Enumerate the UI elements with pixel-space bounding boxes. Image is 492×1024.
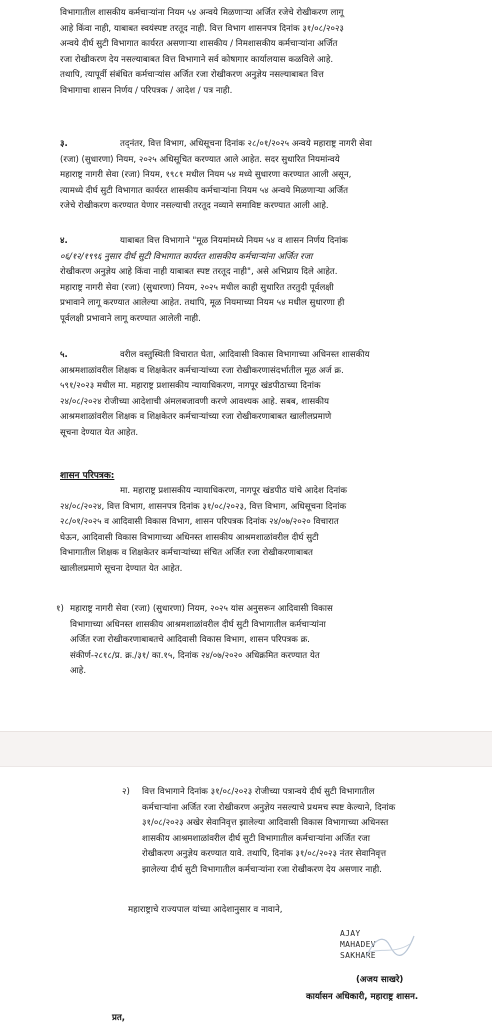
paragraph-2-continuation <box>60 6 472 100</box>
text-line: झालेल्या दीर्घ सुटी विभागातील कर्मचाऱ्यांना रजा रोखीकरण देय असणार नाही. <box>142 864 382 875</box>
text-line: रजा रोखीकरण देय नसल्याबाबत वित्त विभागाने सर्व कोषागार कार्यालयास कळविले आहे. <box>60 54 334 65</box>
text-line: शासकीय आश्रमशाळांवरील दीर्घ सुटी विभागातील कर्मचाऱ्यांना अर्जित रजा <box>142 833 370 844</box>
text-line: विभागातील शिक्षक व शिक्षकेतर कर्मचाऱ्यांच्या संचित अर्जित रजा रोखीकरणाबाबत <box>60 548 313 559</box>
text-line: महाराष्ट्र नागरी सेवा (रजा) (सुधारणा) नियम, २०२५ मधील काही सुधारित तरतुदी पूर्वलक्षी <box>60 282 334 293</box>
page-break <box>0 731 492 767</box>
text-line: आश्रमशाळांवरील शिक्षक व शिक्षकेतर कर्मचाऱ्यांच्या रजा रोखीकरणाबाबत खालीलप्रमाणे <box>60 412 332 423</box>
text-line: तथापि, त्यापूर्वी संबंधित कर्मचाऱ्यांस अर्जित रजा रोखीकरण अनुज्ञेय नसल्याबाबत वित्त <box>60 70 324 81</box>
text-line: अर्जित रजा रोखीकरणाबाबतचे आदिवासी विकास विभाग, शासन परिपत्रक क्र. <box>70 635 310 646</box>
text-line: प्रभावाने लागू करण्यात आलेल्या आहेत. तथापि, मूळ नियमाच्या नियम ५४ मधील सुधारणा ही <box>60 298 345 309</box>
text-line: महाराष्ट्र नागरी सेवा (रजा) नियम, १९८१ मधील नियम ५४ मध्ये सुधारणा करण्यात आली असून, <box>60 170 352 181</box>
text-line: विभागाचा शासन निर्णय / परिपत्रक / आदेश / पत्र नाही. <box>60 85 233 96</box>
text-line: आहे किंवा नाही, याबाबत स्वयंस्पष्ट तरतूद नाही. वित्त विभाग शासनपत्र दिनांक ३१/०८/२०२३ <box>60 23 344 34</box>
item-marker: १) <box>56 604 64 614</box>
copy-to-label: प्रत, <box>112 1013 126 1023</box>
paragraph-number: ४. <box>60 236 68 246</box>
signatory-name: (अजय साखरे) <box>356 975 404 985</box>
text-line: संकीर्ण-२८१८/प्र. क्र./३१/ का.१५, दिनांक २४/०७/२०२० अधिक्रमित करण्यात येत <box>70 650 320 661</box>
text-line: आश्रमशाळांवरील शिक्षक व शिक्षकेतर कर्मचाऱ्यांच्या रजा रोखीकरणासंदर्भातील मूळ अर्ज क्र. <box>60 365 344 376</box>
circular-body <box>60 484 472 578</box>
signature-scribble-icon <box>360 928 420 966</box>
text-line: रोखीकरण अनुज्ञेय आहे किंवा नाही याबाबत स्पष्ट तरतूद नाही", असे अभिप्राय दिले आहेत. <box>60 267 338 278</box>
instruction-item-2 <box>122 785 472 879</box>
text-line: २८/०१/२०२५ व आदिवासी विकास विभाग, शासन परिपत्रक दिनांक २४/०७/२०२० विचारात <box>60 517 339 528</box>
text-line: अन्वये दीर्घ सुटी विभागात कार्यरत असणाऱ्या शासकीय / निमशासकीय कर्मचाऱ्यांना अर्जित <box>60 39 338 50</box>
text-line: ३. तद्नंतर, वित्त विभाग, अधिसूचना दिनांक २८/०१/२०२५ अन्वये महाराष्ट्र नागरी सेवा <box>60 137 472 153</box>
text-line: रजेचे रोखीकरण करण्यात येणार नसल्याची तरतूद नव्याने समाविष्ट करण्यात आली आहे. <box>60 201 329 212</box>
text-line: कर्मचाऱ्यांना अर्जित रजा रोखीकरण अनुज्ञेय नसल्याचे प्रथमच स्पष्ट केल्याने, दिनांक <box>142 802 396 813</box>
text-line: वित्त विभागाने दिनांक ३१/०८/२०२३ रोजीच्या पत्रान्वये दीर्घ सुटी विभागातील <box>142 787 375 797</box>
signatory-designation: कार्यासन अधिकारी, महाराष्ट्र शासन. <box>306 992 419 1002</box>
text-line: मा. महाराष्ट्र प्रशासकीय न्यायाधिकरण, नागपूर खंडपीठ यांचे आदेश दिनांक <box>120 486 347 496</box>
text-line: २४/०८/२०२४ रोजीच्या आदेशाची अंमलबजावणी करणे आवश्यक आहे. सबब, शासकीय <box>60 396 329 407</box>
instruction-item-1 <box>56 602 464 680</box>
text-line: ०६/१२/१९९६ नुसार दीर्घ सुटी विभागात कार्यरत शासकीय कर्मचाऱ्यांना अर्जित रजा <box>60 251 313 262</box>
signature-text-line: AJAY <box>340 929 361 938</box>
text-line: विभागातील शासकीय कर्मचाऱ्यांना नियम ५४ अन्वये मिळणाऱ्या अर्जित रजेचे रोखीकरण लागू <box>60 8 344 18</box>
text-line: घेऊन, आदिवासी विकास विभागाच्या अधिनस्त शासकीय आश्रमशाळांवरील दीर्घ सुटी <box>60 532 319 543</box>
circular-heading: शासन परिपत्रक: <box>60 471 115 481</box>
text-line: ५. वरील वस्तुस्थिती विचारात घेता, आदिवासी विकास विभागाच्या अधिनस्त शासकीय <box>60 348 472 364</box>
paragraph-number: ३. <box>60 139 68 149</box>
item-marker: २) <box>122 787 130 797</box>
text-line: त्यामध्ये दीर्घ सुटी विभागात कार्यरत शासकीय कर्मचाऱ्यांना नियम ५४ अन्वये मिळणाऱ्या अर्जित <box>60 185 348 196</box>
text-line: आहे. <box>70 666 87 677</box>
text-line: ५९१/२०२३ मधील मा. महाराष्ट्र प्रशासकीय न्यायाधिकरण, नागपूर खंडपीठाच्या दिनांक <box>60 381 321 392</box>
paragraph-3 <box>60 137 472 215</box>
closing-statement: महाराष्ट्राचे राज्यपाल यांच्या आदेशानुसार व नावाने, <box>128 905 283 915</box>
text-line: ४. याबाबत वित्त विभागाने "मूळ नियमांमध्ये नियम ५४ व शासन निर्णय दिनांक <box>60 234 472 250</box>
text-line: २४/०८/२०२४, वित्त विभाग, शासनपत्र दिनांक ३१/०८/२०२३, वित्त विभाग, अधिसूचना दिनांक <box>60 501 347 512</box>
paragraph-5 <box>60 348 472 442</box>
text-line: पूर्वलक्षी प्रभावाने लागू करण्यात आलेली नाही. <box>60 313 201 324</box>
signature-text-line: SAKHARE <box>340 951 376 960</box>
text-line: रोखीकरण अनुज्ञेय करण्यात यावे. तथापि, दिनांक ३१/०८/२०२३ नंतर सेवानिवृत्त <box>142 849 387 860</box>
signature-text-line: MAHADEV <box>340 940 376 949</box>
text-line: सूचना देण्यात येत आहेत. <box>60 427 139 438</box>
text-line: (रजा) (सुधारणा) नियम, २०२५ अधिसूचित करण्यात आले आहेत. सदर सुधारित नियमांन्वये <box>60 154 340 165</box>
paragraph-number: ५. <box>60 350 68 360</box>
digital-signature-stamp <box>340 928 386 961</box>
text-line: ३१/०८/२०२३ अखेर सेवानिवृत्त झालेल्या आदिवासी विकास विभागाच्या अधिनस्त <box>142 818 389 829</box>
text-line: खालीलप्रमाणे सूचना देण्यात येत आहेत. <box>60 563 183 574</box>
text-line: विभागाच्या अधिनस्त शासकीय आश्रमशाळांवरील दीर्घ सुटी विभागातील कर्मचाऱ्यांना <box>70 619 326 630</box>
text-line: महाराष्ट्र नागरी सेवा (रजा) (सुधारणा) नियम, २०२५ यांस अनुसरून आदिवासी विकास <box>70 604 333 614</box>
paragraph-4 <box>60 234 472 328</box>
